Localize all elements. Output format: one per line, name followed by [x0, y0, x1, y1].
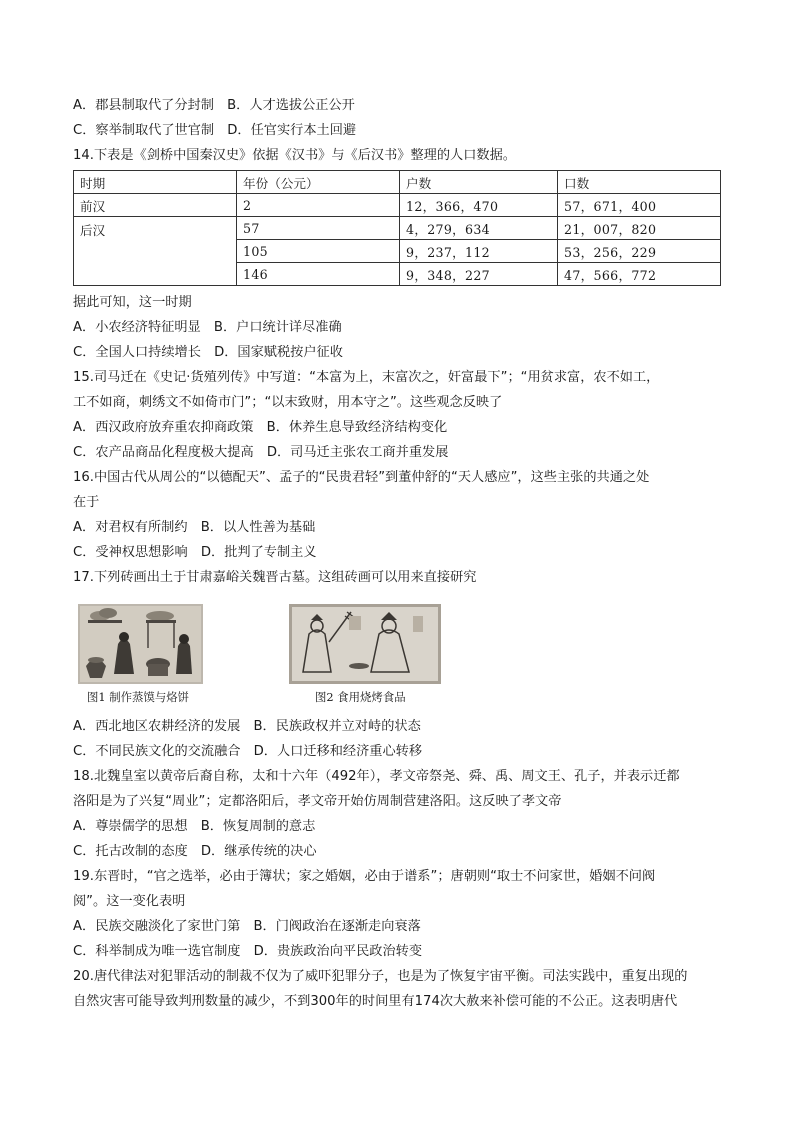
households-cell: 4，279，634	[400, 217, 558, 240]
year-cell: 57	[237, 217, 400, 240]
period-cell: 后汉	[74, 217, 237, 286]
q18-options-line2: C．托古改制的态度 D．继承传统的决心	[73, 844, 317, 859]
q16-options-line2: C．受神权思想影响 D．批判了专制主义	[73, 545, 317, 560]
q18-stem-line1: 18.北魏皇室以黄帝后裔自称，太和十六年（492年），孝文帝祭尧、舜、禹、周文王、孔子，并表示迁都	[73, 769, 680, 784]
q17-stem: 17.下列砖画出土于甘肃嘉峪关魏晋古墓。这组砖画可以用来直接研究	[73, 570, 477, 585]
table-row	[74, 217, 721, 240]
q20-stem-line2: 自然灾害可能导致判刑数量的减少，不到300年的时间里有174次大赦来补偿可能的不公正。这表明唐代	[73, 994, 678, 1009]
q13-options-line2: C．察举制取代了世官制 D．任官实行本土回避	[73, 123, 357, 138]
table-row	[74, 194, 721, 217]
q14-options-line1: A．小农经济特征明显 B．户口统计详尽准确	[73, 320, 342, 335]
population-table	[73, 170, 721, 286]
q15-options-line2: C．农产品商品化程度极大提高 D．司马迁主张农工商并重发展	[73, 445, 449, 460]
header-cell: 户数	[400, 171, 558, 194]
q19-stem-line2: 阅”。这一变化表明	[73, 894, 186, 909]
figure-1-caption: 图1 制作蒸馍与烙饼	[87, 690, 189, 704]
q16-stem-line2: 在于	[73, 495, 100, 510]
households-cell: 9，237，112	[400, 240, 558, 263]
q14-prompt: 据此可知，这一时期	[73, 295, 192, 310]
brick-painting-figure-1	[78, 604, 203, 684]
q17-options-line2: C．不同民族文化的交流融合 D．人口迁移和经济重心转移	[73, 744, 423, 759]
q16-stem-line1: 16.中国古代从周公的“以德配天”、孟子的“民贵君轻”到董仲舒的“天人感应”，这些主张的共通之处	[73, 470, 650, 485]
population-cell: 57，671，400	[558, 194, 721, 217]
q19-options-line2: C．科举制成为唯一选官制度 D．贵族政治向平民政治转变	[73, 944, 423, 959]
brick-painting-figure-2	[289, 604, 441, 684]
q14-stem: 14.下表是《剑桥中国秦汉史》依据《汉书》与《后汉书》整理的人口数据。	[73, 148, 516, 163]
q15-stem-line1: 15.司马迁在《史记·货殖列传》中写道：“本富为上，末富次之，奸富最下”；“用贫求富，农不如工，	[73, 370, 660, 385]
households-cell: 12，366，470	[400, 194, 558, 217]
header-cell: 年份（公元）	[237, 171, 400, 194]
year-cell: 2	[237, 194, 400, 217]
year-cell: 105	[237, 240, 400, 263]
population-cell: 53，256，229	[558, 240, 721, 263]
q17-options-line1: A．西北地区农耕经济的发展 B．民族政权并立对峙的状态	[73, 719, 421, 734]
table-header-row	[74, 171, 721, 194]
q13-options-line1: A．郡县制取代了分封制 B．人才选拔公正公开	[73, 98, 355, 113]
header-cell: 口数	[558, 171, 721, 194]
population-cell: 21，007，820	[558, 217, 721, 240]
q14-options-line2: C．全国人口持续增长 D．国家赋税按户征收	[73, 345, 343, 360]
figure-2-caption: 图2 食用烧烤食品	[315, 690, 406, 704]
q15-options-line1: A．西汉政府放弃重农抑商政策 B．休养生息导致经济结构变化	[73, 420, 448, 435]
q19-options-line1: A．民族交融淡化了家世门第 B．门阀政治在逐渐走向衰落	[73, 919, 421, 934]
q20-stem-line1: 20.唐代律法对犯罪活动的制裁不仅为了威吓犯罪分子，也是为了恢复宇宙平衡。司法实践中，重复出现的	[73, 969, 688, 984]
q15-stem-line2: 工不如商，刺绣文不如倚市门”；“以末致财，用本守之”。这些观念反映了	[73, 395, 503, 410]
population-cell: 47，566，772	[558, 263, 721, 286]
q18-stem-line2: 洛阳是为了兴复“周业”；定都洛阳后，孝文帝开始仿周制营建洛阳。这反映了孝文帝	[73, 794, 562, 809]
q16-options-line1: A．对君权有所制约 B．以人性善为基础	[73, 520, 316, 535]
header-cell: 时期	[74, 171, 237, 194]
q18-options-line1: A．尊崇儒学的思想 B．恢复周制的意志	[73, 819, 316, 834]
year-cell: 146	[237, 263, 400, 286]
period-cell: 前汉	[74, 194, 237, 217]
q19-stem-line1: 19.东晋时，“官之选举，必由于簿状；家之婚姻，必由于谱系”；唐朝则“取士不问家世，婚姻不问阀	[73, 869, 656, 884]
households-cell: 9，348，227	[400, 263, 558, 286]
